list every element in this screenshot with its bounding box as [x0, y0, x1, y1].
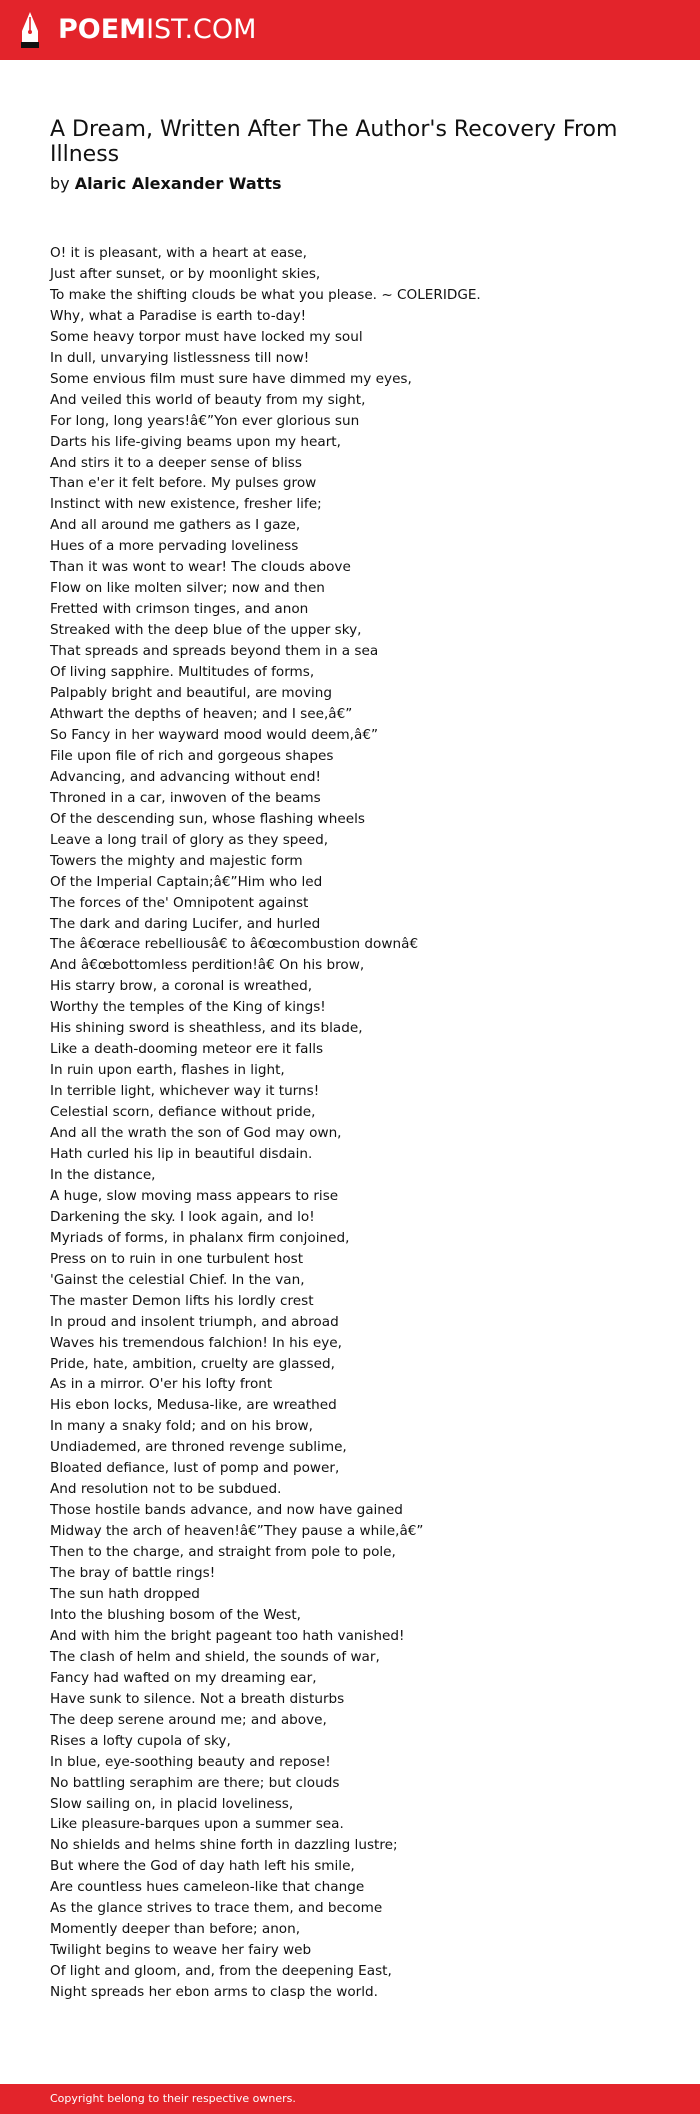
poem-header: [50, 117, 650, 194]
poem-line: Like pleasure-barques upon a summer sea.: [50, 1816, 344, 1833]
poem-line: So Fancy in her wayward mood would deem,â€”: [50, 726, 379, 743]
poem-line: Waves his tremendous falchion! In his eye,: [50, 1334, 342, 1351]
poem-line: Athwart the depths of heaven; and I see,â€”: [50, 705, 353, 722]
poem-line: Worthy the temples of the King of kings!: [50, 999, 326, 1016]
poem-line: In proud and insolent triumph, and abroad: [50, 1313, 339, 1330]
poem-line: Of living sapphire. Multitudes of forms,: [50, 664, 315, 681]
poem-line: As the glance strives to trace them, and become: [50, 1900, 383, 1917]
poem-line: And â€œbottomless perdition!â€ On his brow,: [50, 957, 365, 974]
poem-line: Just after sunset, or by moonlight skies,: [50, 265, 321, 282]
poem-line: Instinct with new existence, fresher life;: [50, 496, 322, 513]
poem-line: Like a death-dooming meteor ere it falls: [50, 1041, 324, 1058]
poem-line: Myriads of forms, in phalanx firm conjoined,: [50, 1229, 350, 1246]
poem-line: Rises a lofty cupola of sky,: [50, 1732, 231, 1749]
poem-line: Hath curled his lip in beautiful disdain.: [50, 1145, 313, 1162]
poem-line: Undiademed, are throned revenge sublime,: [50, 1439, 347, 1456]
logo-wordmark: [58, 12, 256, 48]
poem-line: His ebon locks, Medusa-like, are wreathed: [50, 1397, 337, 1414]
poem-line: In many a snaky fold; and on his brow,: [50, 1418, 313, 1435]
poem-line: Advancing, and advancing without end!: [50, 768, 321, 785]
poem-line: Some heavy torpor must have locked my soul: [50, 328, 363, 345]
poem-line: Darkening the sky. I look again, and lo!: [50, 1208, 315, 1225]
site-footer: [0, 2084, 700, 2114]
poem-line: The clash of helm and shield, the sounds of war,: [50, 1648, 380, 1665]
poem-line: A huge, slow moving mass appears to rise: [50, 1187, 339, 1204]
poem-line: The deep serene around me; and above,: [50, 1711, 327, 1728]
poem-line: But where the God of day hath left his smile,: [50, 1858, 355, 1875]
poem-line: Of light and gloom, and, from the deepening East,: [50, 1963, 392, 1980]
logo-text-light: IST.COM: [146, 14, 257, 45]
poem-line: Of the descending sun, whose flashing wheels: [50, 810, 365, 827]
poem-line: In dull, unvarying listlessness till now!: [50, 349, 310, 366]
poem-line: That spreads and spreads beyond them in a sea: [50, 643, 379, 660]
site-header: [0, 0, 700, 60]
poem-line: No shields and helms shine forth in dazzling lustre;: [50, 1837, 398, 1854]
poem-line: Then to the charge, and straight from pole to pole,: [50, 1544, 396, 1561]
poem-line: His starry brow, a coronal is wreathed,: [50, 978, 313, 995]
poem-line: The â€œrace rebelliousâ€ to â€œcombustion downâ€: [50, 936, 419, 953]
by-label: by: [50, 174, 70, 193]
poem-line: In ruin upon earth, flashes in light,: [50, 1062, 285, 1079]
poem-line: Midway the arch of heaven!â€”They pause a while,â€”: [50, 1523, 424, 1540]
poem-line: Darts his life-giving beams upon my heart,: [50, 433, 341, 450]
poem-line: Pride, hate, ambition, cruelty are glassed,: [50, 1355, 335, 1372]
poem-line: For long, long years!â€”Yon ever glorious sun: [50, 412, 360, 429]
poem-line: To make the shifting clouds be what you please. ~ COLERIDGE.: [50, 286, 481, 303]
poem-line: Some envious film must sure have dimmed my eyes,: [50, 370, 412, 387]
poem-line: No battling seraphim are there; but clouds: [50, 1774, 340, 1791]
poem-line: Leave a long trail of glory as they speed,: [50, 831, 329, 848]
poem-line: The dark and daring Lucifer, and hurled: [50, 915, 321, 932]
site-logo[interactable]: [18, 12, 256, 48]
poem-line: And veiled this world of beauty from my sight,: [50, 391, 366, 408]
poem-line: O! it is pleasant, with a heart at ease,: [50, 245, 307, 261]
poem-line: Fancy had wafted on my dreaming ear,: [50, 1669, 317, 1686]
poem-line: In blue, eye-soothing beauty and repose!: [50, 1753, 331, 1770]
poem-line: The sun hath dropped: [50, 1586, 200, 1602]
poem-line: The bray of battle rings!: [50, 1565, 216, 1582]
poem-line: Celestial scorn, defiance without pride,: [50, 1104, 316, 1121]
poem-line: In the distance,: [50, 1166, 156, 1183]
poem-line: In terrible light, whichever way it turns!: [50, 1083, 320, 1100]
fountain-pen-icon: [18, 11, 42, 49]
poem-line: Have sunk to silence. Not a breath disturbs: [50, 1690, 345, 1707]
poem-line: Why, what a Paradise is earth to-day!: [50, 307, 307, 324]
poem-line: Towers the mighty and majestic form: [50, 852, 303, 869]
poem-line: Hues of a more pervading loveliness: [50, 538, 299, 555]
poem-line: File upon file of rich and gorgeous shapes: [50, 747, 334, 764]
poem-line: Are countless hues cameleon-like that change: [50, 1879, 365, 1896]
poem-line: And resolution not to be subdued.: [50, 1481, 282, 1498]
poem-line: Fretted with crimson tinges, and anon: [50, 601, 309, 618]
poem-line: Than it was wont to wear! The clouds above: [50, 559, 351, 576]
poem-line: And all the wrath the son of God may own,: [50, 1125, 342, 1142]
poem-line: As in a mirror. O'er his lofty front: [50, 1376, 273, 1393]
poem-title: A Dream, Written After The Author's Recovery From Illness: [50, 117, 618, 167]
poem-line: Palpably bright and beautiful, are moving: [50, 685, 333, 702]
poem-line: Night spreads her ebon arms to clasp the world.: [50, 1984, 378, 2001]
poem-line: Streaked with the deep blue of the upper sky,: [50, 622, 362, 639]
logo-text-bold: POEM: [58, 14, 147, 45]
byline: [50, 174, 650, 194]
poem-line: And with him the bright pageant too hath vanished!: [50, 1627, 405, 1644]
poem-line: The master Demon lifts his lordly crest: [50, 1292, 314, 1309]
poem-line: Than e'er it felt before. My pulses grow: [50, 475, 317, 492]
poem-line: Throned in a car, inwoven of the beams: [50, 789, 321, 806]
author-name[interactable]: Alaric Alexander Watts: [74, 174, 282, 193]
poem-line: The forces of the' Omnipotent against: [50, 894, 309, 911]
poem-line: And all around me gathers as I gaze,: [50, 517, 301, 534]
poem-line: 'Gainst the celestial Chief. In the van,: [50, 1271, 305, 1288]
poem-line: Flow on like molten silver; now and then: [50, 580, 325, 597]
poem-line: Twilight begins to weave her fairy web: [50, 1942, 312, 1959]
poem-line: Press on to ruin in one turbulent host: [50, 1250, 304, 1267]
poem-line: And stirs it to a deeper sense of bliss: [50, 454, 302, 471]
poem-line: His shining sword is sheathless, and its blade,: [50, 1020, 363, 1037]
poem-line: Of the Imperial Captain;â€”Him who led: [50, 873, 323, 890]
poem-line: Slow sailing on, in placid loveliness,: [50, 1795, 294, 1812]
poem-line: Into the blushing bosom of the West,: [50, 1606, 301, 1623]
poem-line: Bloated defiance, lust of pomp and power,: [50, 1460, 340, 1477]
poem-body: [50, 243, 650, 2003]
poem-line: Momently deeper than before; anon,: [50, 1921, 301, 1938]
copyright-text: Copyright belong to their respective owners.: [50, 2092, 296, 2105]
poem-line: Those hostile bands advance, and now have gained: [50, 1502, 403, 1519]
